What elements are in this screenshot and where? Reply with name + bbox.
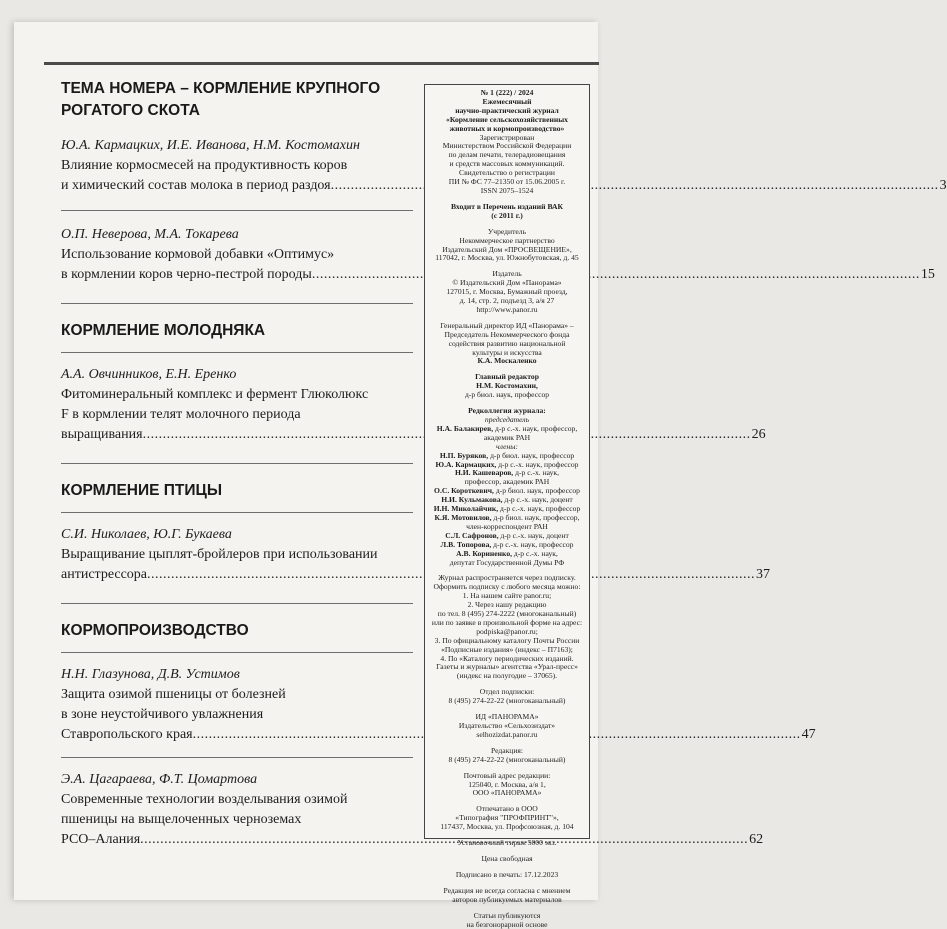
article-authors: Э.А. Цагараева, Ф.Т. Цомартова [61,770,413,790]
publishing-house-site[interactable]: selhozizdat.panor.ru [429,731,585,740]
article-title-line: Защита озимой пшеницы от болезней [61,685,413,705]
page-ref: 47 [801,725,816,745]
divider [61,210,413,211]
founder-line: Некоммерческое партнерство [429,237,585,246]
member-degree: д-р биол. наук, профессор [494,486,580,495]
publisher-line: Издатель [429,270,585,279]
page-ref: 3 [939,176,947,196]
publisher-line: 127015, г. Москва, Бумажный проезд, [429,288,585,297]
board-members [429,452,585,568]
article-title-line: Современные технологии возделывания озимой [61,790,413,810]
article-entry[interactable] [61,136,413,196]
members-label: члены: [429,443,585,452]
member-name: С.Л. Сафронов, [445,531,498,540]
member-degree: член-корреспондент РАН [466,522,548,531]
article-title-last-line [61,425,413,445]
director-line: Председатель Некоммерческого фонда [429,331,585,340]
member-name: А.В. Кориненко, [456,549,512,558]
board-member [429,559,585,568]
director-line: содействия развитию национальной [429,340,585,349]
board-chair-label: председатель [429,416,585,425]
free-publication-note: Статьи публикуются [429,912,585,921]
journal-name: животных и кормопроизводство» [429,125,585,134]
section-title: КОРМОПРОИЗВОДСТВО [61,620,413,642]
article-title-last-line [61,830,413,850]
member-name: Н.И. Кашеваров, [455,468,513,477]
director-line: Генеральный директор ИД «Панорама» – [429,322,585,331]
issue-number: № 1 (222) / 2024 [429,89,585,98]
member-name: Ю.А. Кармацких, [436,460,497,469]
leader-dots [331,176,939,196]
imprint-box [424,84,590,839]
article-entry[interactable] [61,525,413,585]
section-young-stock [61,320,413,445]
frequency: Ежемесячный [429,98,585,107]
subscription-line: «Подписные издания» (индекс – П7163); [429,646,585,655]
publisher-line: © Издательский Дом «Панорама» [429,279,585,288]
member-degree: академик РАН [429,434,585,443]
article-title-last-line [61,265,413,285]
divider [61,652,413,653]
director-block [429,322,585,367]
section-title: КОРМЛЕНИЕ ПТИЦЫ [61,480,413,502]
circulation: Установочный тираж 5000 экз. [429,839,585,848]
article-title-line: F в кормлении телят молочного периода [61,405,413,425]
article-title-line: пшеницы на выщелоченных черноземах [61,810,413,830]
member-name: И.Н. Миколайчик, [434,504,498,513]
section-cattle [61,78,413,285]
registration-line: ISSN 2075–1524 [429,187,585,196]
article-authors: О.П. Неверова, М.А. Токарева [61,225,413,245]
article-title-line: Фитоминеральный комплекс и фермент Глюколюкс [61,385,413,405]
member-degree: профессор, академик РАН [465,477,550,486]
article-title-line: выращивания [61,425,143,445]
printing-house: «Типография "ПРОФПРИНТ"», [429,814,585,823]
publisher-line: д. 14, стр. 2, подъезд 3, а/я 27 [429,297,585,306]
article-title-line: РСО–Алания [61,830,140,850]
article-title-line: в кормлении коров черно-пестрой породы [61,265,312,285]
journal-type: научно-практический журнал [429,107,585,116]
page-ref: 15 [920,265,935,285]
divider [61,303,413,304]
subscription-line: 2. Через нашу редакцию [429,601,585,610]
divider [61,463,413,464]
divider [61,352,413,353]
member-degree: д-р с.-х. наук, профессор [496,460,578,469]
subscription-email[interactable]: podpiska@panor.ru; [429,628,585,637]
subscription-line: Газеты и журналы» агентства «Урал-пресс» [429,663,585,672]
subscription-line: (индекс на полугодие – 37065). [429,672,585,681]
chief-editor-name: Н.М. Костомахин, [429,382,585,391]
founder-line: Учредитель [429,228,585,237]
member-degree: д-р биол. наук, профессор [488,451,574,460]
subscription-line: или по заявке в произвольной форме на адрес: [429,619,585,628]
chief-editor-degree: д-р биол. наук, профессор [429,391,585,400]
section-title: РОГАТОГО СКОТА [61,100,413,122]
article-title-line: Выращивание цыплят-бройлеров при использовании [61,545,413,565]
editorial-label: Редакция: [429,747,585,756]
page-ref: 26 [751,425,766,445]
article-entry[interactable] [61,665,413,745]
member-name: О.С. Короткевич, [434,486,494,495]
editorial-phone: 8 (495) 274-22-22 (многоканальный) [429,756,585,765]
member-degree: д-р с.-х. наук, [513,468,559,477]
postal-address: Почтовый адрес редакции: [429,772,585,781]
article-title-line: Ставропольского края [61,725,193,745]
chief-editor-title: Главный редактор [429,373,585,382]
leader-dots [312,265,920,285]
registration-line: по делам печати, телерадиовещания [429,151,585,160]
registration-line: Свидетельство о регистрации [429,169,585,178]
article-entry[interactable] [61,365,413,445]
article-title-line: Влияние кормосмесей на продуктивность коров [61,156,413,176]
printing-house: Отпечатано в ООО [429,805,585,814]
article-authors: Ю.А. Кармацких, И.Е. Иванова, Н.М. Костомахин [61,136,413,156]
article-authors: Н.Н. Глазунова, Д.В. Устимов [61,665,413,685]
page-ref: 37 [755,565,770,585]
member-name: К.Я. Мотовилов, [435,513,492,522]
registration-line: ПИ № ФС 77–21350 от 15.06.2005 г. [429,178,585,187]
board-title: Редколлегия журнала: [429,407,585,416]
member-name: Л.В. Топорова, [441,540,492,549]
section-title: КОРМЛЕНИЕ МОЛОДНЯКА [61,320,413,342]
member-name: Н.А. Балакирев, [437,424,493,433]
subscription-block [429,574,585,681]
article-title-last-line [61,176,413,196]
subscription-line: по тел. 8 (495) 274-2222 (многоканальный) [429,610,585,619]
subscription-line: 3. По официальному каталогу Почты России [429,637,585,646]
article-title-line: антистрессора [61,565,147,585]
publishing-house: ИД «ПАНОРАМА» [429,713,585,722]
page-ref: 62 [748,830,763,850]
member-degree: д-р с.-х. наук, профессор [491,540,573,549]
article-title-last-line [61,565,413,585]
article-title-line: в зоне неустойчивого увлажнения [61,705,413,725]
printing-house: 117437, Москва, ул. Профсоюзная, д. 104 [429,823,585,832]
member-degree: д-р с.-х. наук, профессор, [493,424,577,433]
member-degree: д-р с.-х. наук, доцент [499,531,569,540]
article-authors: А.А. Овчинников, Е.Н. Еренко [61,365,413,385]
article-authors: С.И. Николаев, Ю.Г. Букаева [61,525,413,545]
member-degree: д-р с.-х. наук, [512,549,558,558]
director-line: культуры и искусства [429,349,585,358]
divider [61,512,413,513]
article-title-last-line [61,725,413,745]
journal-name: «Кормление сельскохозяйственных [429,116,585,125]
member-degree: д-р биол. наук, профессор, [492,513,580,522]
signed-date: Подписано в печать: 17.12.2023 [429,871,585,880]
section-forage [61,620,413,850]
registration-line: Министерством Российской Федерации [429,142,585,151]
registration-line: и средств массовых коммуникаций. [429,160,585,169]
member-name: Н.П. Буряков, [440,451,488,460]
free-publication-note: на безгонорарной основе [429,921,585,929]
top-rule [44,62,599,65]
vak-note: Входит в Перечень изданий ВАК [429,203,585,212]
disclaimer: авторов публикуемых материалов [429,896,585,905]
subscription-line: 1. На нашем сайте panor.ru; [429,592,585,601]
founder-line: Издательский Дом «ПРОСВЕЩЕНИЕ», [429,246,585,255]
member-name: Н.И. Кульмакова, [441,495,502,504]
founder-block [429,228,585,264]
article-title-line: Использование кормовой добавки «Оптимус» [61,245,413,265]
registration-line: Зарегистрирован [429,134,585,143]
divider [61,603,413,604]
publisher-link[interactable]: http://www.panor.ru [429,306,585,315]
registration-block [429,134,585,196]
price: Цена свободная [429,855,585,864]
article-entry[interactable] [61,225,413,285]
director-name: К.А. Москаленко [429,357,585,366]
member-degree: д-р с.-х. наук, профессор [498,504,580,513]
subscription-line: Журнал распространяется через подписку. [429,574,585,583]
subs-dept-label: Отдел подписки: [429,688,585,697]
section-poultry [61,480,413,585]
article-entry[interactable] [61,770,413,850]
member-degree: д-р с.-х. наук, доцент [503,495,573,504]
founder-line: 117042, г. Москва, ул. Южнобутовская, д. 45 [429,254,585,263]
divider [61,757,413,758]
member-degree: депутат Государственной Думы РФ [450,558,565,567]
postal-address: 125040, г. Москва, а/я 1, [429,781,585,790]
subscription-line: Оформить подписку с любого месяца можно: [429,583,585,592]
table-of-contents [61,78,413,850]
publishing-house: Издательство «Сельхозиздат» [429,722,585,731]
article-title-line: и химический состав молока в период раздоя [61,176,331,196]
disclaimer: Редакция не всегда согласна с мнением [429,887,585,896]
subscription-line: 4. По «Каталогу периодических изданий. [429,655,585,664]
vak-note: (с 2011 г.) [429,212,585,221]
section-title: ТЕМА НОМЕРА – КОРМЛЕНИЕ КРУПНОГО [61,78,413,100]
subs-dept-phone: 8 (495) 274-22-22 (многоканальный) [429,697,585,706]
postal-address: ООО «ПАНОРАМА» [429,789,585,798]
publisher-block [429,270,585,315]
